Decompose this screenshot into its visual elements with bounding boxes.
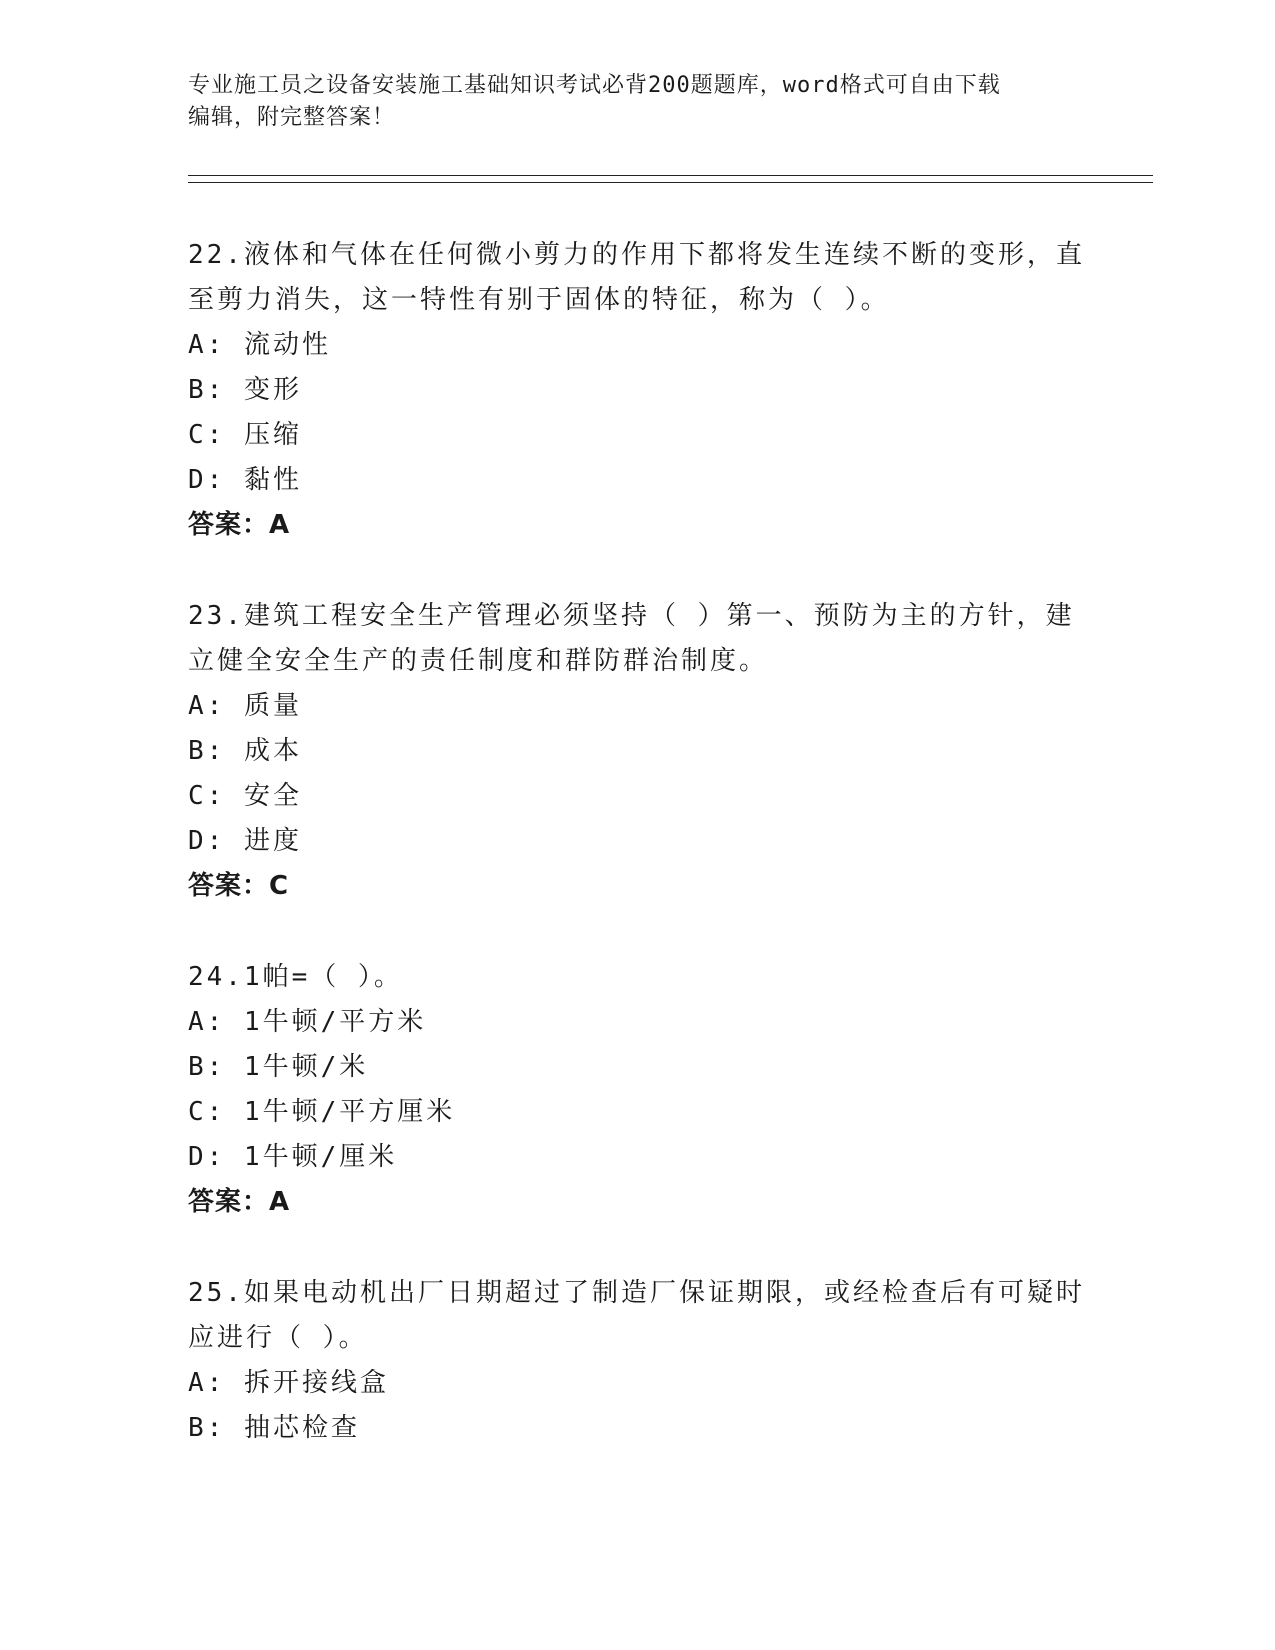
option-a: A: 流动性 xyxy=(188,330,331,360)
option-c: C: 1牛顿/平方厘米 xyxy=(188,1097,456,1127)
option-d: D: 黏性 xyxy=(188,465,302,495)
question-text: 23.建筑工程安全生产管理必须坚持（ ）第一、预防为主的方针，建立健全安全生产的责任制度和群防群治制度。 xyxy=(188,601,1075,676)
document-page xyxy=(188,70,1148,1497)
option-b: B: 1牛顿/米 xyxy=(188,1052,369,1082)
option-d: D: 进度 xyxy=(188,826,302,856)
header-line-1: 专业施工员之设备安装施工基础知识考试必背200题题库，word格式可自由下载 xyxy=(188,73,1001,98)
header-line-2: 编辑，附完整答案！ xyxy=(188,105,396,130)
option-a: A: 质量 xyxy=(188,691,302,721)
answer-label: 答案：A xyxy=(188,510,291,540)
question-list xyxy=(188,233,1148,1451)
question-text: 24.1帕=（ ）。 xyxy=(188,962,403,992)
question-22 xyxy=(188,233,1148,548)
option-b: B: 变形 xyxy=(188,375,302,405)
question-25 xyxy=(188,1271,1148,1451)
question-text: 25.如果电动机出厂日期超过了制造厂保证期限，或经检查后有可疑时应进行（ ）。 xyxy=(188,1278,1085,1353)
option-a: A: 拆开接线盒 xyxy=(188,1368,389,1398)
option-c: C: 压缩 xyxy=(188,420,302,450)
answer-label: 答案：A xyxy=(188,1187,291,1217)
answer-label: 答案：C xyxy=(188,871,290,901)
question-23 xyxy=(188,594,1148,909)
option-a: A: 1牛顿/平方米 xyxy=(188,1007,427,1037)
option-b: B: 抽芯检查 xyxy=(188,1413,360,1443)
option-c: C: 安全 xyxy=(188,781,302,811)
header-divider xyxy=(188,175,1153,183)
option-d: D: 1牛顿/厘米 xyxy=(188,1142,398,1172)
question-text: 22.液体和气体在任何微小剪力的作用下都将发生连续不断的变形，直至剪力消失，这一特性有别于固体的特征，称为（ ）。 xyxy=(188,240,1085,315)
option-b: B: 成本 xyxy=(188,736,302,766)
document-header xyxy=(188,70,1068,134)
question-24 xyxy=(188,955,1148,1225)
